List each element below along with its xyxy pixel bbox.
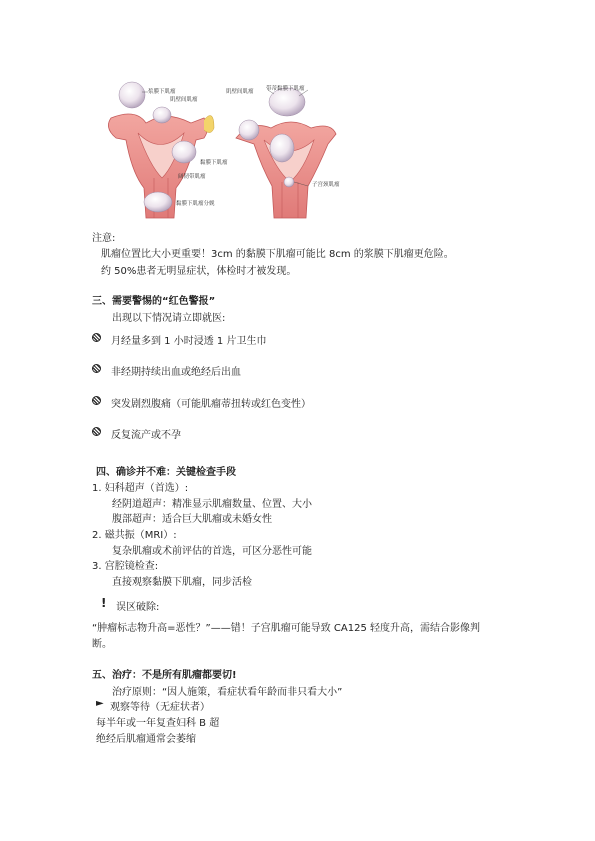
hatched-bullet-icon	[92, 396, 101, 405]
hatched-bullet-icon	[92, 364, 101, 373]
observe-detail: 绝经后肌瘤通常会萎缩	[96, 734, 196, 745]
section3-intro: 出现以下情况请立即就医:	[112, 313, 226, 324]
warning-item: 反复流产或不孕	[111, 430, 181, 441]
figure-label: 黏膜下肌瘤分娩	[176, 201, 215, 207]
exam-item: 3. 宫腔镜检查:	[92, 561, 159, 572]
hatched-bullet-icon	[92, 333, 101, 342]
note-heading: 注意:	[92, 233, 116, 244]
uterine-fibroid-illustration	[96, 78, 356, 224]
warning-item: 月经量多到 1 小时浸透 1 片卫生巾	[111, 336, 267, 347]
note-line: 约 50%患者无明显症状，体检时才被发现。	[101, 266, 297, 277]
exam-item: 2. 磁共振（MRI）:	[92, 530, 177, 541]
figure-label: 浆膜下肌瘤	[148, 89, 176, 95]
figure-label: 子宫颈肌瘤	[312, 182, 340, 188]
warning-item: 非经期持续出血或绝经后出血	[111, 367, 241, 378]
note-line: 肌瘤位置比大小更重要！3cm 的黏膜下肌瘤可能比 8cm 的浆膜下肌瘤更危险。	[101, 249, 454, 260]
misconception-title: 误区破除:	[116, 602, 160, 613]
hatched-bullet-icon	[92, 427, 101, 436]
figure-label: 阔韧带肌瘤	[178, 174, 206, 180]
warning-item: 突发剧烈腹痛（可能肌瘤蒂扭转或红色变性）	[111, 399, 311, 410]
observe-heading: 观察等待（无症状者）	[110, 702, 210, 713]
figure-label: 肌壁间肌瘤	[226, 89, 254, 95]
exam-detail: 复杂肌瘤或术前评估的首选，可区分恶性可能	[112, 546, 312, 557]
section5-title: 五、治疗：不是所有肌瘤都要切!	[92, 670, 237, 681]
exam-detail: 腹部超声：适合巨大肌瘤或未婚女性	[112, 514, 272, 525]
figure-label: 肌壁间肌瘤	[170, 97, 198, 103]
misconception-text: “肿瘤标志物升高=恶性？”——错！子宫肌瘤可能导致 CA125 轻度升高，需结合影像判	[92, 623, 481, 634]
left-uterus-drawing	[108, 82, 214, 218]
section4-title: 四、确诊并不难：关键检查手段	[96, 467, 236, 478]
section3-title: 三、需要警惕的“红色警报”	[92, 296, 216, 307]
exam-detail: 直接观察黏膜下肌瘤，同步活检	[112, 577, 252, 588]
exam-detail: 经阴道超声：精准显示肌瘤数量、位置、大小	[112, 499, 312, 510]
exam-item: 1. 妇科超声（首选）:	[92, 483, 189, 494]
figure-label: 带蒂黏膜下肌瘤	[266, 86, 305, 92]
treatment-principle: 治疗原则：“因人施策，看症状看年龄而非只看大小”	[112, 687, 343, 698]
misconception-text: 断。	[92, 639, 112, 650]
figure-label: 黏膜下肌瘤	[200, 160, 228, 166]
right-uterus-drawing	[236, 88, 336, 218]
observe-detail: 每半年或一年复查妇科 B 超	[96, 718, 220, 729]
exclamation-icon: !	[101, 596, 107, 610]
arrow-right-icon: ►	[96, 698, 104, 709]
fibroid-diagram-svg	[96, 78, 356, 224]
